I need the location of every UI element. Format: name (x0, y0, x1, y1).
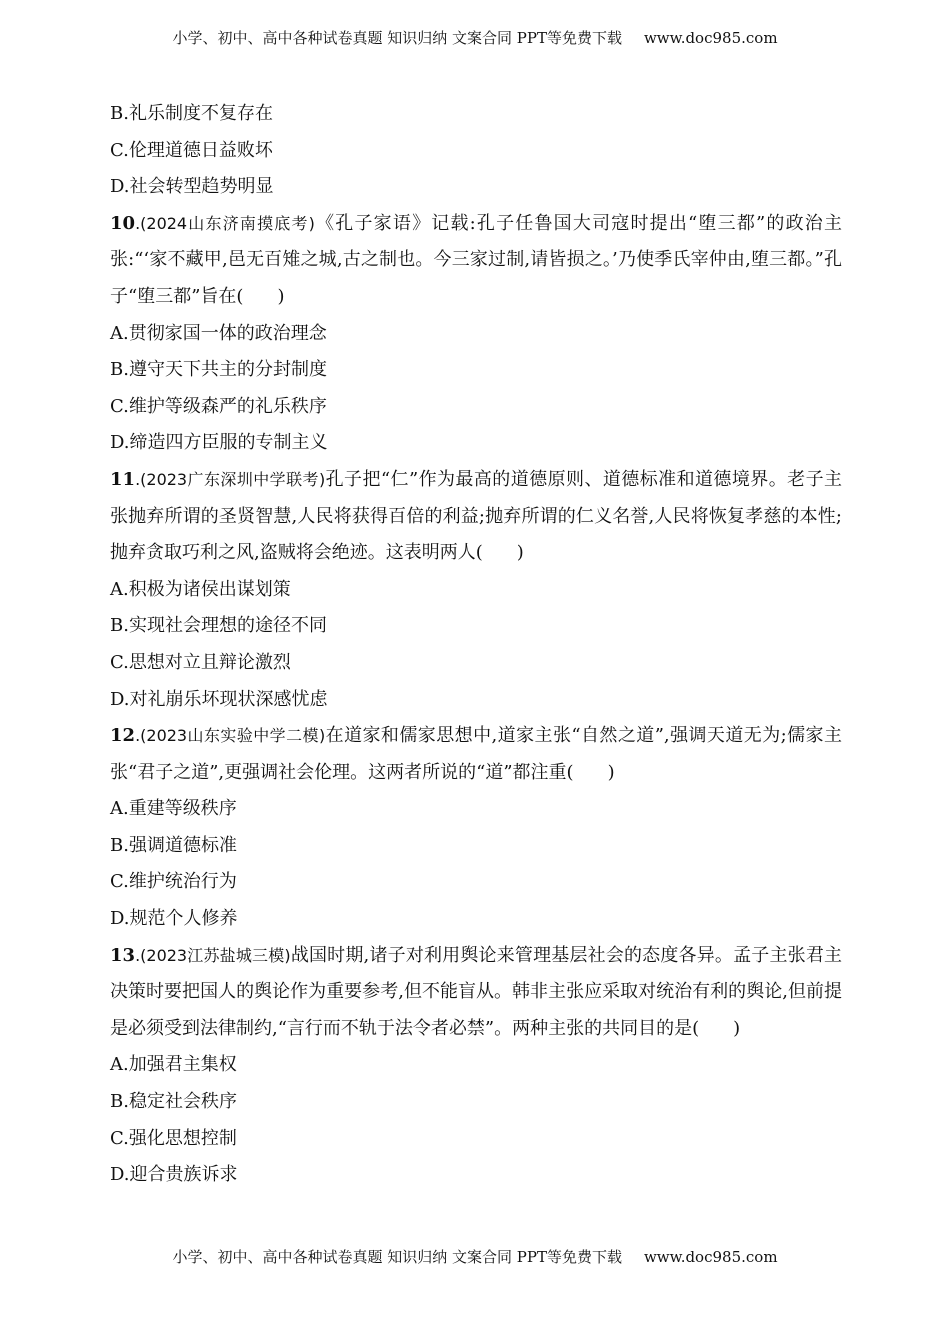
option-b: B.稳定社会秩序 (110, 1091, 237, 1113)
option-d: D.规范个人修养 (110, 908, 238, 930)
header-url[interactable]: www.doc985.com (643, 29, 778, 47)
question-text-end: ) (607, 761, 615, 783)
footer-text: 小学、初中、高中各种试卷真题 知识归纳 文案合同 PPT等免费下载 (172, 1248, 622, 1266)
prev-question-options (110, 96, 842, 206)
option-d: D.社会转型趋势明显 (110, 176, 274, 198)
question-text-end: ) (733, 1017, 741, 1039)
option-c: C.伦理道德日益败坏 (110, 139, 273, 161)
question-text: 孔子把“仁”作为最高的道德原则、道德标准和道德境界。老子主张抛弃所谓的圣贤智慧,人民将获得百倍的利益;抛弃所谓的仁义名誉,人民将恢复孝慈的本性;抛弃贪取巧利之风,盗贼将会绝迹。这表明两人( (110, 468, 842, 564)
option-d: D.迎合贵族诉求 (110, 1164, 238, 1186)
page-footer (0, 1247, 950, 1267)
question-number: 12 (110, 725, 136, 747)
question-text: 战国时期,诸子对利用舆论来管理基层社会的态度各异。孟子主张君主决策时要把国人的舆论作为重要参考,但不能盲从。韩非主张应采取对统治有利的舆论,但前提是必须受到法律制约,“言行而不轨于法令者必禁”。两种主张的共同目的是( (110, 944, 843, 1039)
question-number: 13 (110, 944, 136, 966)
question-12 (110, 718, 842, 938)
footer-url[interactable]: www.doc985.com (643, 1248, 778, 1266)
option-d: D.缔造四方臣服的专制主义 (110, 432, 328, 454)
option-c: C.强化思想控制 (110, 1127, 237, 1149)
option-b: B.礼乐制度不复存在 (110, 103, 273, 124)
option-b: B.遵守天下共主的分封制度 (110, 359, 327, 381)
question-10 (110, 206, 842, 462)
option-d: D.对礼崩乐坏现状深感忧虑 (110, 688, 328, 710)
question-number: 11 (110, 468, 136, 490)
question-text-end: ) (516, 542, 524, 564)
question-stem (110, 718, 842, 791)
option-c: C.思想对立且辩论激烈 (110, 651, 291, 673)
option-a: A.贯彻家国一体的政治理念 (110, 322, 327, 344)
option-a: A.加强君主集权 (110, 1054, 237, 1076)
header-text: 小学、初中、高中各种试卷真题 知识归纳 文案合同 PPT等免费下载 (172, 29, 622, 47)
page-content (110, 96, 842, 1194)
option-c: C.维护等级森严的礼乐秩序 (110, 395, 327, 417)
question-source: .(2023山东实验中学二模) (135, 726, 326, 746)
question-text: 在道家和儒家思想中,道家主张“自然之道”,强调天道无为;儒家主张“君子之道”,更强调社会伦理。这两者所说的“道”都注重( (110, 725, 842, 783)
page-header (0, 28, 950, 48)
question-source: .(2023广东深圳中学联考) (135, 469, 326, 489)
question-source: .(2023江苏盐城三模) (135, 945, 291, 965)
question-text: 《孔子家语》记载:孔子任鲁国大司寇时提出“堕三都”的政治主张:“‘家不藏甲,邑无百雉之城,古之制也。今三家过制,请皆损之。’乃使季氏宰仲由,堕三都。”孔子“堕三都”旨在( (110, 212, 842, 307)
question-11 (110, 462, 842, 718)
option-b: B.强调道德标准 (110, 834, 237, 856)
option-a: A.积极为诸侯出谋划策 (110, 578, 291, 600)
option-c: C.维护统治行为 (110, 871, 237, 893)
question-stem (110, 462, 842, 572)
option-b: B.实现社会理想的途径不同 (110, 615, 327, 637)
question-number: 10 (110, 212, 136, 234)
question-13 (110, 938, 842, 1194)
question-text-end: ) (277, 285, 285, 307)
question-source: .(2024山东济南摸底考) (135, 213, 315, 233)
option-a: A.重建等级秩序 (110, 798, 237, 820)
question-stem (110, 938, 842, 1048)
question-stem (110, 206, 842, 316)
